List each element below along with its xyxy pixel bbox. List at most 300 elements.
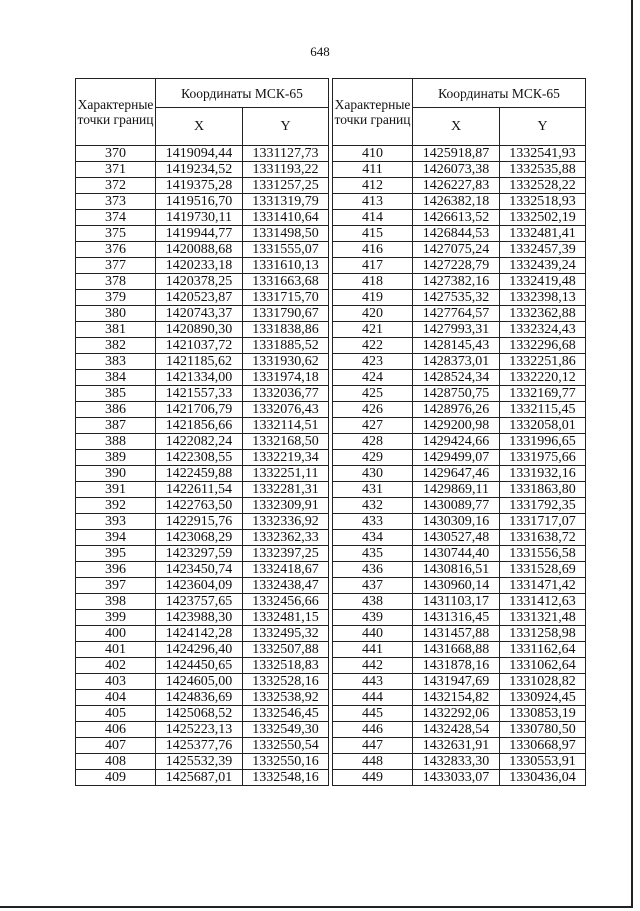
y-coordinate-cell: 1332251,11: [243, 466, 329, 482]
y-coordinate-cell: 1332296,68: [500, 338, 586, 354]
table-row: [333, 770, 586, 786]
point-number-cell: 437: [333, 578, 413, 594]
table-row: [333, 658, 586, 674]
point-number-cell: 400: [76, 626, 156, 642]
x-coordinate-cell: 1427764,57: [413, 306, 500, 322]
point-number-cell: 441: [333, 642, 413, 658]
table-row: [333, 450, 586, 466]
point-number-cell: 371: [76, 162, 156, 178]
x-coordinate-cell: 1429200,98: [413, 418, 500, 434]
y-coordinate-cell: 1331610,13: [243, 258, 329, 274]
point-number-cell: 449: [333, 770, 413, 786]
header-characteristic-points: Характерные точки границ: [333, 79, 413, 146]
x-coordinate-cell: 1419234,52: [156, 162, 243, 178]
table-row: [333, 562, 586, 578]
point-number-cell: 421: [333, 322, 413, 338]
page-number: 648: [310, 44, 330, 59]
x-coordinate-cell: 1423757,65: [156, 594, 243, 610]
point-number-cell: 420: [333, 306, 413, 322]
y-coordinate-cell: 1332169,77: [500, 386, 586, 402]
x-coordinate-cell: 1423604,09: [156, 578, 243, 594]
point-number-cell: 405: [76, 706, 156, 722]
point-number-cell: 388: [76, 434, 156, 450]
table-row: [76, 642, 329, 658]
point-number-cell: 381: [76, 322, 156, 338]
point-number-cell: 409: [76, 770, 156, 786]
y-coordinate-cell: 1331555,07: [243, 242, 329, 258]
table-row: [333, 242, 586, 258]
point-number-cell: 375: [76, 226, 156, 242]
point-number-cell: 423: [333, 354, 413, 370]
table-row: [76, 242, 329, 258]
x-coordinate-cell: 1420378,25: [156, 274, 243, 290]
point-number-cell: 422: [333, 338, 413, 354]
point-number-cell: 442: [333, 658, 413, 674]
x-coordinate-cell: 1421706,79: [156, 402, 243, 418]
table-row: [76, 530, 329, 546]
table-row: [333, 578, 586, 594]
table-row: [333, 290, 586, 306]
y-coordinate-cell: 1330780,50: [500, 722, 586, 738]
table-row: [76, 674, 329, 690]
x-coordinate-cell: 1420743,37: [156, 306, 243, 322]
y-coordinate-cell: 1330668,97: [500, 738, 586, 754]
y-coordinate-cell: 1331930,62: [243, 354, 329, 370]
table-row: [333, 306, 586, 322]
table-body-left: [76, 146, 329, 786]
x-coordinate-cell: 1422915,76: [156, 514, 243, 530]
point-number-cell: 387: [76, 418, 156, 434]
y-coordinate-cell: 1332251,86: [500, 354, 586, 370]
y-coordinate-cell: 1331062,64: [500, 658, 586, 674]
point-number-cell: 443: [333, 674, 413, 690]
x-coordinate-cell: 1420523,87: [156, 290, 243, 306]
table-row: [76, 258, 329, 274]
y-coordinate-cell: 1331498,50: [243, 226, 329, 242]
x-coordinate-cell: 1425687,01: [156, 770, 243, 786]
x-coordinate-cell: 1425223,13: [156, 722, 243, 738]
x-coordinate-cell: 1432833,30: [413, 754, 500, 770]
point-number-cell: 378: [76, 274, 156, 290]
x-coordinate-cell: 1427535,32: [413, 290, 500, 306]
y-coordinate-cell: 1332457,39: [500, 242, 586, 258]
x-coordinate-cell: 1428373,01: [413, 354, 500, 370]
point-number-cell: 413: [333, 194, 413, 210]
x-coordinate-cell: 1430960,14: [413, 578, 500, 594]
table-row: [333, 370, 586, 386]
x-coordinate-cell: 1431668,88: [413, 642, 500, 658]
y-coordinate-cell: 1331863,80: [500, 482, 586, 498]
coordinates-table-left: [75, 78, 329, 786]
x-coordinate-cell: 1419094,44: [156, 146, 243, 162]
table-row: [76, 322, 329, 338]
y-coordinate-cell: 1332418,67: [243, 562, 329, 578]
y-coordinate-cell: 1330553,91: [500, 754, 586, 770]
table-row: [333, 210, 586, 226]
point-number-cell: 407: [76, 738, 156, 754]
point-number-cell: 410: [333, 146, 413, 162]
point-number-cell: 372: [76, 178, 156, 194]
point-number-cell: 418: [333, 274, 413, 290]
y-coordinate-cell: 1332220,12: [500, 370, 586, 386]
point-number-cell: 382: [76, 338, 156, 354]
point-number-cell: 391: [76, 482, 156, 498]
y-coordinate-cell: 1331410,64: [243, 210, 329, 226]
table-row: [333, 738, 586, 754]
header-y: Y: [500, 108, 586, 146]
point-number-cell: 447: [333, 738, 413, 754]
x-coordinate-cell: 1423297,59: [156, 546, 243, 562]
x-coordinate-cell: 1424605,00: [156, 674, 243, 690]
x-coordinate-cell: 1429869,11: [413, 482, 500, 498]
table-row: [76, 162, 329, 178]
x-coordinate-cell: 1420233,18: [156, 258, 243, 274]
x-coordinate-cell: 1422763,50: [156, 498, 243, 514]
y-coordinate-cell: 1332114,51: [243, 418, 329, 434]
y-coordinate-cell: 1331471,42: [500, 578, 586, 594]
y-coordinate-cell: 1332309,91: [243, 498, 329, 514]
table-row: [333, 178, 586, 194]
x-coordinate-cell: 1420088,68: [156, 242, 243, 258]
point-number-cell: 425: [333, 386, 413, 402]
table-row: [333, 546, 586, 562]
y-coordinate-cell: 1332362,33: [243, 530, 329, 546]
x-coordinate-cell: 1430816,51: [413, 562, 500, 578]
point-number-cell: 424: [333, 370, 413, 386]
table-row: [333, 354, 586, 370]
coordinates-table-right: [332, 78, 586, 786]
x-coordinate-cell: 1421185,62: [156, 354, 243, 370]
y-coordinate-cell: 1332535,88: [500, 162, 586, 178]
point-number-cell: 392: [76, 498, 156, 514]
y-coordinate-cell: 1332281,31: [243, 482, 329, 498]
x-coordinate-cell: 1423988,30: [156, 610, 243, 626]
y-coordinate-cell: 1332518,83: [243, 658, 329, 674]
y-coordinate-cell: 1332528,16: [243, 674, 329, 690]
point-number-cell: 376: [76, 242, 156, 258]
x-coordinate-cell: 1426613,52: [413, 210, 500, 226]
table-row: [76, 306, 329, 322]
point-number-cell: 419: [333, 290, 413, 306]
point-number-cell: 390: [76, 466, 156, 482]
y-coordinate-cell: 1332550,16: [243, 754, 329, 770]
x-coordinate-cell: 1429647,46: [413, 466, 500, 482]
x-coordinate-cell: 1423068,29: [156, 530, 243, 546]
header-x: X: [156, 108, 243, 146]
y-coordinate-cell: 1332362,88: [500, 306, 586, 322]
y-coordinate-cell: 1331715,70: [243, 290, 329, 306]
y-coordinate-cell: 1332324,43: [500, 322, 586, 338]
point-number-cell: 379: [76, 290, 156, 306]
point-number-cell: 430: [333, 466, 413, 482]
x-coordinate-cell: 1429424,66: [413, 434, 500, 450]
point-number-cell: 431: [333, 482, 413, 498]
x-coordinate-cell: 1425377,76: [156, 738, 243, 754]
x-coordinate-cell: 1427075,24: [413, 242, 500, 258]
table-row: [76, 418, 329, 434]
x-coordinate-cell: 1421557,33: [156, 386, 243, 402]
table-row: [333, 610, 586, 626]
table-row: [76, 210, 329, 226]
point-number-cell: 446: [333, 722, 413, 738]
table-row: [76, 290, 329, 306]
y-coordinate-cell: 1332546,45: [243, 706, 329, 722]
x-coordinate-cell: 1427382,16: [413, 274, 500, 290]
table-row: [333, 626, 586, 642]
table-row: [333, 530, 586, 546]
table-row: [333, 466, 586, 482]
table-row: [76, 146, 329, 162]
y-coordinate-cell: 1331257,25: [243, 178, 329, 194]
y-coordinate-cell: 1332538,92: [243, 690, 329, 706]
y-coordinate-cell: 1331663,68: [243, 274, 329, 290]
point-number-cell: 435: [333, 546, 413, 562]
x-coordinate-cell: 1431947,69: [413, 674, 500, 690]
x-coordinate-cell: 1428145,43: [413, 338, 500, 354]
table-row: [333, 418, 586, 434]
table-row: [333, 338, 586, 354]
y-coordinate-cell: 1332481,41: [500, 226, 586, 242]
y-coordinate-cell: 1331319,79: [243, 194, 329, 210]
y-coordinate-cell: 1332036,77: [243, 386, 329, 402]
y-coordinate-cell: 1332507,88: [243, 642, 329, 658]
y-coordinate-cell: 1331717,07: [500, 514, 586, 530]
point-number-cell: 439: [333, 610, 413, 626]
table-row: [333, 434, 586, 450]
table-row: [76, 450, 329, 466]
x-coordinate-cell: 1430089,77: [413, 498, 500, 514]
point-number-cell: 389: [76, 450, 156, 466]
point-number-cell: 383: [76, 354, 156, 370]
x-coordinate-cell: 1419944,77: [156, 226, 243, 242]
table-row: [333, 162, 586, 178]
point-number-cell: 445: [333, 706, 413, 722]
y-coordinate-cell: 1331412,63: [500, 594, 586, 610]
table-row: [333, 386, 586, 402]
x-coordinate-cell: 1427228,79: [413, 258, 500, 274]
header-coordinates-msk65: Координаты МСК-65: [413, 79, 586, 108]
x-coordinate-cell: 1432428,54: [413, 722, 500, 738]
y-coordinate-cell: 1332438,47: [243, 578, 329, 594]
x-coordinate-cell: 1425068,52: [156, 706, 243, 722]
x-coordinate-cell: 1424296,40: [156, 642, 243, 658]
point-number-cell: 406: [76, 722, 156, 738]
y-coordinate-cell: 1331028,82: [500, 674, 586, 690]
y-coordinate-cell: 1332548,16: [243, 770, 329, 786]
point-number-cell: 404: [76, 690, 156, 706]
point-number-cell: 428: [333, 434, 413, 450]
point-number-cell: 411: [333, 162, 413, 178]
x-coordinate-cell: 1433033,07: [413, 770, 500, 786]
point-number-cell: 394: [76, 530, 156, 546]
y-coordinate-cell: 1331996,65: [500, 434, 586, 450]
y-coordinate-cell: 1332550,54: [243, 738, 329, 754]
point-number-cell: 393: [76, 514, 156, 530]
point-number-cell: 448: [333, 754, 413, 770]
point-number-cell: 426: [333, 402, 413, 418]
x-coordinate-cell: 1430309,16: [413, 514, 500, 530]
x-coordinate-cell: 1431316,45: [413, 610, 500, 626]
point-number-cell: 415: [333, 226, 413, 242]
point-number-cell: 401: [76, 642, 156, 658]
y-coordinate-cell: 1331792,35: [500, 498, 586, 514]
x-coordinate-cell: 1426844,53: [413, 226, 500, 242]
y-coordinate-cell: 1332058,01: [500, 418, 586, 434]
table-row: [333, 194, 586, 210]
y-coordinate-cell: 1332549,30: [243, 722, 329, 738]
point-number-cell: 429: [333, 450, 413, 466]
x-coordinate-cell: 1424142,28: [156, 626, 243, 642]
x-coordinate-cell: 1421334,00: [156, 370, 243, 386]
x-coordinate-cell: 1428750,75: [413, 386, 500, 402]
y-coordinate-cell: 1331556,58: [500, 546, 586, 562]
table-body-right: [333, 146, 586, 786]
table-row: [76, 178, 329, 194]
y-coordinate-cell: 1331974,18: [243, 370, 329, 386]
x-coordinate-cell: 1419375,28: [156, 178, 243, 194]
y-coordinate-cell: 1332502,19: [500, 210, 586, 226]
y-coordinate-cell: 1331321,48: [500, 610, 586, 626]
point-number-cell: 436: [333, 562, 413, 578]
point-number-cell: 373: [76, 194, 156, 210]
table-row: [333, 642, 586, 658]
table-row: [333, 674, 586, 690]
point-number-cell: 432: [333, 498, 413, 514]
table-row: [76, 402, 329, 418]
x-coordinate-cell: 1422082,24: [156, 434, 243, 450]
point-number-cell: 398: [76, 594, 156, 610]
point-number-cell: 370: [76, 146, 156, 162]
x-coordinate-cell: 1421037,72: [156, 338, 243, 354]
table-row: [333, 514, 586, 530]
x-coordinate-cell: 1423450,74: [156, 562, 243, 578]
header-coordinates-msk65: Координаты МСК-65: [156, 79, 329, 108]
table-row: [333, 146, 586, 162]
x-coordinate-cell: 1431103,17: [413, 594, 500, 610]
table-row: [76, 482, 329, 498]
point-number-cell: 440: [333, 626, 413, 642]
table-row: [76, 722, 329, 738]
x-coordinate-cell: 1426073,38: [413, 162, 500, 178]
table-row: [333, 322, 586, 338]
point-number-cell: 395: [76, 546, 156, 562]
x-coordinate-cell: 1432631,91: [413, 738, 500, 754]
y-coordinate-cell: 1332439,24: [500, 258, 586, 274]
x-coordinate-cell: 1431457,88: [413, 626, 500, 642]
x-coordinate-cell: 1422308,55: [156, 450, 243, 466]
y-coordinate-cell: 1332397,25: [243, 546, 329, 562]
table-row: [76, 370, 329, 386]
y-coordinate-cell: 1330853,19: [500, 706, 586, 722]
x-coordinate-cell: 1424836,69: [156, 690, 243, 706]
table-row: [76, 610, 329, 626]
y-coordinate-cell: 1331258,98: [500, 626, 586, 642]
x-coordinate-cell: 1425532,39: [156, 754, 243, 770]
point-number-cell: 380: [76, 306, 156, 322]
header-y: Y: [243, 108, 329, 146]
table-row: [76, 546, 329, 562]
table-row: [76, 274, 329, 290]
point-number-cell: 377: [76, 258, 156, 274]
table-row: [76, 434, 329, 450]
header-x: X: [413, 108, 500, 146]
y-coordinate-cell: 1332398,13: [500, 290, 586, 306]
table-row: [333, 594, 586, 610]
y-coordinate-cell: 1331193,22: [243, 162, 329, 178]
x-coordinate-cell: 1431878,16: [413, 658, 500, 674]
table-row: [76, 498, 329, 514]
table-row: [333, 706, 586, 722]
table-row: [76, 626, 329, 642]
y-coordinate-cell: 1332336,92: [243, 514, 329, 530]
table-row: [76, 194, 329, 210]
table-row: [76, 770, 329, 786]
table-row: [76, 690, 329, 706]
table-row: [76, 658, 329, 674]
x-coordinate-cell: 1426382,18: [413, 194, 500, 210]
point-number-cell: 434: [333, 530, 413, 546]
point-number-cell: 403: [76, 674, 156, 690]
table-row: [76, 226, 329, 242]
y-coordinate-cell: 1330924,45: [500, 690, 586, 706]
y-coordinate-cell: 1332528,22: [500, 178, 586, 194]
point-number-cell: 397: [76, 578, 156, 594]
y-coordinate-cell: 1332518,93: [500, 194, 586, 210]
x-coordinate-cell: 1432154,82: [413, 690, 500, 706]
y-coordinate-cell: 1331838,86: [243, 322, 329, 338]
point-number-cell: 374: [76, 210, 156, 226]
y-coordinate-cell: 1331790,67: [243, 306, 329, 322]
x-coordinate-cell: 1428976,26: [413, 402, 500, 418]
y-coordinate-cell: 1330436,04: [500, 770, 586, 786]
point-number-cell: 408: [76, 754, 156, 770]
table-row: [333, 258, 586, 274]
table-row: [333, 722, 586, 738]
table-row: [333, 754, 586, 770]
table-row: [333, 498, 586, 514]
table-row: [333, 690, 586, 706]
point-number-cell: 417: [333, 258, 413, 274]
x-coordinate-cell: 1430527,48: [413, 530, 500, 546]
table-row: [76, 578, 329, 594]
x-coordinate-cell: 1421856,66: [156, 418, 243, 434]
x-coordinate-cell: 1426227,83: [413, 178, 500, 194]
header-characteristic-points: Характерные точки границ: [76, 79, 156, 146]
table-row: [76, 514, 329, 530]
table-row: [76, 338, 329, 354]
point-number-cell: 444: [333, 690, 413, 706]
x-coordinate-cell: 1427993,31: [413, 322, 500, 338]
point-number-cell: 396: [76, 562, 156, 578]
point-number-cell: 399: [76, 610, 156, 626]
x-coordinate-cell: 1419730,11: [156, 210, 243, 226]
y-coordinate-cell: 1332495,32: [243, 626, 329, 642]
y-coordinate-cell: 1331885,52: [243, 338, 329, 354]
x-coordinate-cell: 1430744,40: [413, 546, 500, 562]
table-row: [76, 386, 329, 402]
y-coordinate-cell: 1332115,45: [500, 402, 586, 418]
point-number-cell: 416: [333, 242, 413, 258]
x-coordinate-cell: 1422611,54: [156, 482, 243, 498]
point-number-cell: 402: [76, 658, 156, 674]
y-coordinate-cell: 1331127,73: [243, 146, 329, 162]
point-number-cell: 433: [333, 514, 413, 530]
x-coordinate-cell: 1422459,88: [156, 466, 243, 482]
y-coordinate-cell: 1332541,93: [500, 146, 586, 162]
table-row: [333, 274, 586, 290]
x-coordinate-cell: 1419516,70: [156, 194, 243, 210]
y-coordinate-cell: 1332481,15: [243, 610, 329, 626]
